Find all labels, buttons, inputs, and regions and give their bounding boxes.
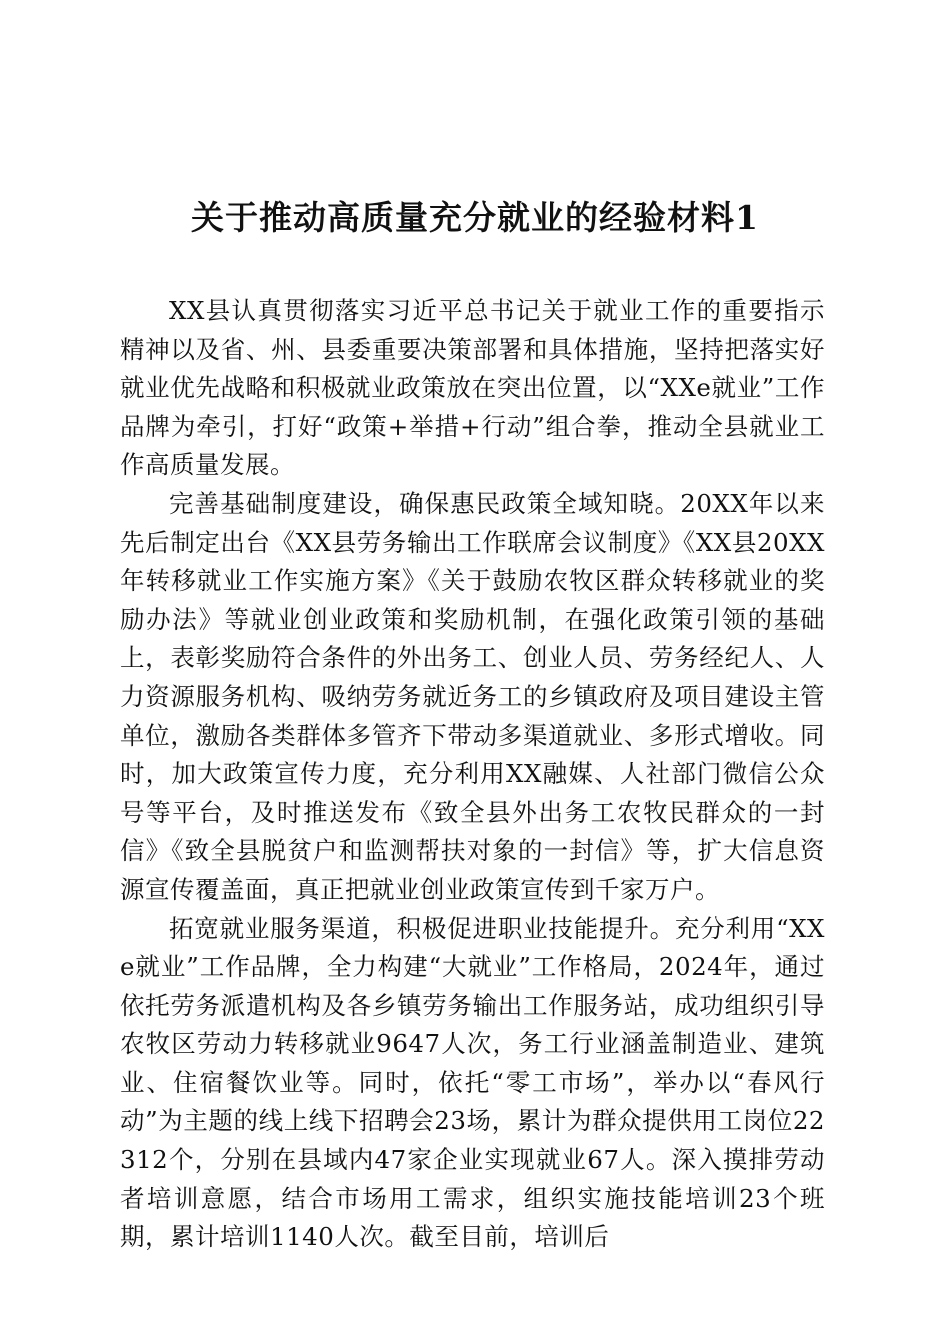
paragraph: XX县认真贯彻落实习近平总书记关于就业工作的重要指示精神以及省、州、县委重要决策部署和具体措施，坚持把落实好就业优先战略和积极就业政策放在突出位置，以“XXe就业”工作品牌为牵引，打好“政策+举措+行动”组合拳，推动全县就业工作高质量发展。 <box>120 296 825 480</box>
paragraph: 拓宽就业服务渠道，积极促进职业技能提升。充分利用“XXe就业”工作品牌，全力构建“大就业”工作格局，2024年，通过依托劳务派遣机构及各乡镇劳务输出工作服务站，成功组织引导农牧区劳动力转移就业9647人次，务工行业涵盖制造业、建筑业、住宿餐饮业等。同时，依托“零工市场”，举办以“春风行动”为主题的线上线下招聘会23场，累计为群众提供用工岗位22312个，分别在县域内47家企业实现就业67人。深入摸排劳动者培训意愿，结合市场用工需求，组织实施技能培训23个班期，累计培训1140人次。截至目前，培训后 <box>120 913 825 1252</box>
document-title: 关于推动高质量充分就业的经验材料1 <box>191 198 759 237</box>
document-body <box>120 292 825 1257</box>
paragraph: 完善基础制度建设，确保惠民政策全域知晓。20XX年以来先后制定出台《XX县劳务输出工作联席会议制度》《XX县20XX年转移就业工作实施方案》《关于鼓励农牧区群众转移就业的奖励办法》等就业创业政策和奖励机制，在强化政策引领的基础上，表彰奖励符合条件的外出务工、创业人员、劳务经纪人、人力资源服务机构、吸纳劳务就近务工的乡镇政府及项目建设主管单位，激励各类群体多管齐下带动多渠道就业、多形式增收。同时，加大政策宣传力度，充分利用XX融媒、人社部门微信公众号等平台，及时推送发布《致全县外出务工农牧民群众的一封信》《致全县脱贫户和监测帮扶对象的一封信》等，扩大信息资源宣传覆盖面，真正把就业创业政策宣传到千家万户。 <box>120 488 825 904</box>
